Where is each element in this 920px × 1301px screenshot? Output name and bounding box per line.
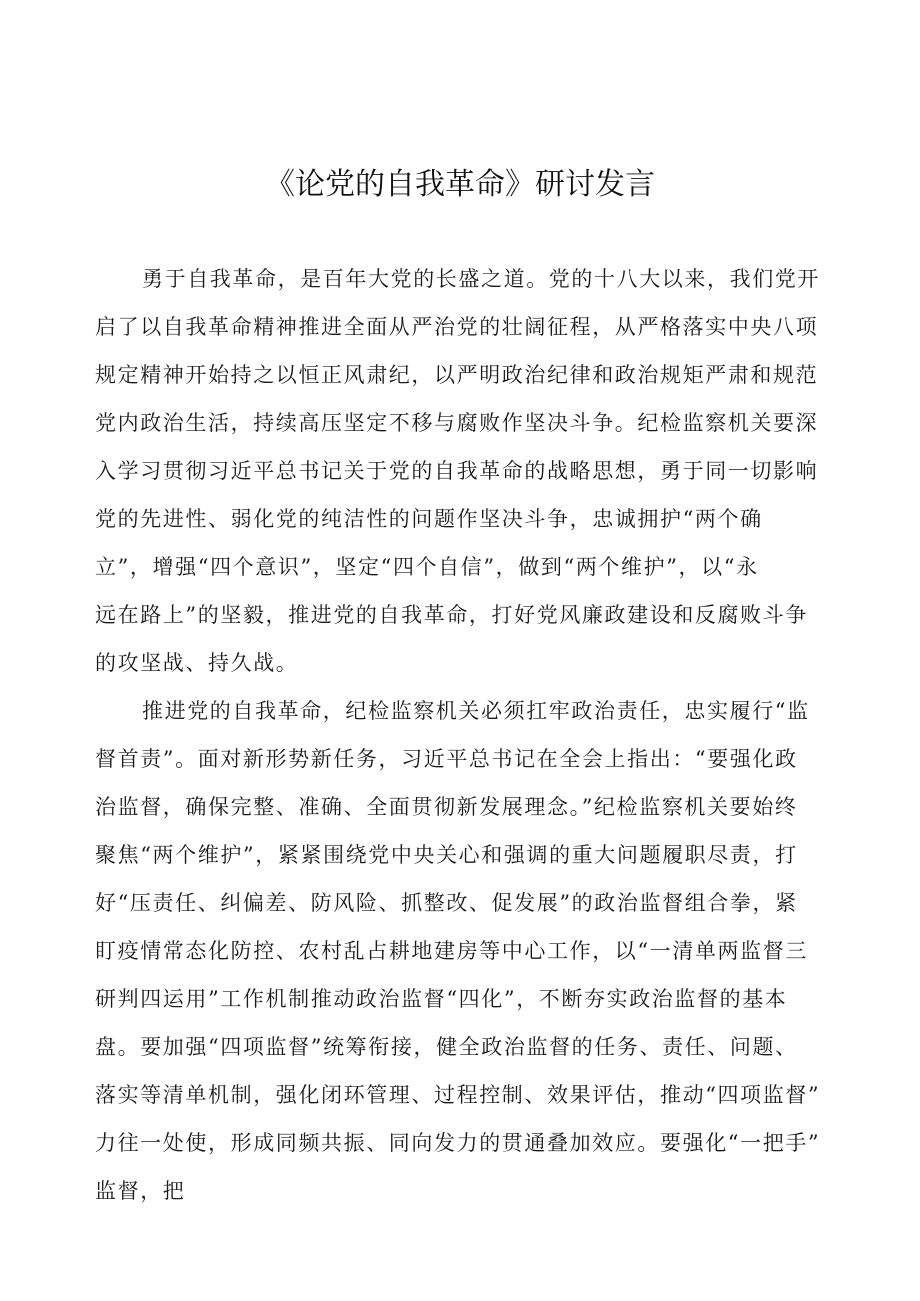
- paragraph-line: 党内政治生活，持续高压坚定不移与腐败作坚决斗争。纪检监察机关要深: [95, 411, 819, 435]
- paragraph-line: 远在路上”的坚毅，推进党的自我革命，打好党风廉政建设和反腐败斗争: [95, 603, 808, 627]
- paragraph-line: 的攻坚战、持久战。: [95, 651, 299, 675]
- paragraph-line: 盯疫情常态化防控、农村乱占耕地建房等中心工作，以“一清单两监督三: [95, 939, 808, 963]
- paragraph-line: 入学习贯彻习近平总书记关于党的自我革命的战略思想，勇于同一切影响: [95, 459, 819, 483]
- paragraph-line: 推进党的自我革命，纪检监察机关必须扛牢政治责任，忠实履行“监: [142, 699, 810, 723]
- paragraph-line: 监督，把: [95, 1179, 186, 1203]
- paragraph-line: 规定精神开始持之以恒正风肃纪，以严明政治纪律和政治规矩严肃和规范: [95, 363, 819, 387]
- paragraph-line: 研判四运用”工作机制推动政治监督“四化”，不断夯实政治监督的基本: [95, 987, 788, 1011]
- paragraph-line: 好“压责任、纠偏差、防风险、抓整改、促发展”的政治监督组合拳，紧: [95, 891, 798, 915]
- paragraph-line: 督首责”。面对新形势新任务，习近平总书记在全会上指出：“要强化政: [95, 747, 798, 771]
- document-body: [95, 255, 835, 1215]
- paragraph-line: 聚焦“两个维护”，紧紧围绕党中央关心和强调的重大问题履职尽责，打: [95, 843, 798, 867]
- paragraph-line: 治监督，确保完整、准确、全面贯彻新发展理念。”纪检监察机关要始终: [95, 795, 798, 819]
- paragraph-line: 立”，增强“四个意识”，坚定“四个自信”，做到“两个维护”，以“永: [95, 555, 759, 579]
- paragraph-line: 党的先进性、弱化党的纯洁性的问题作坚决斗争，忠诚拥护“两个确: [95, 507, 763, 531]
- document-title: 《论党的自我革命》研讨发言: [265, 167, 655, 202]
- paragraph-line: 盘。要加强“四项监督”统筹衔接，健全政治监督的任务、责任、问题、: [95, 1035, 798, 1059]
- paragraph-line: 力往一处使，形成同频共振、同向发力的贯通叠加效应。要强化“一把手”: [95, 1131, 821, 1155]
- paragraph-line: 落实等清单机制，强化闭环管理、过程控制、效果评估，推动“四项监督”: [95, 1083, 821, 1107]
- paragraph-line: 勇于自我革命，是百年大党的长盛之道。党的十八大以来，我们党开: [142, 267, 820, 291]
- paragraph-line: 启了以自我革命精神推进全面从严治党的壮阔征程，从严格落实中央八项: [95, 315, 819, 339]
